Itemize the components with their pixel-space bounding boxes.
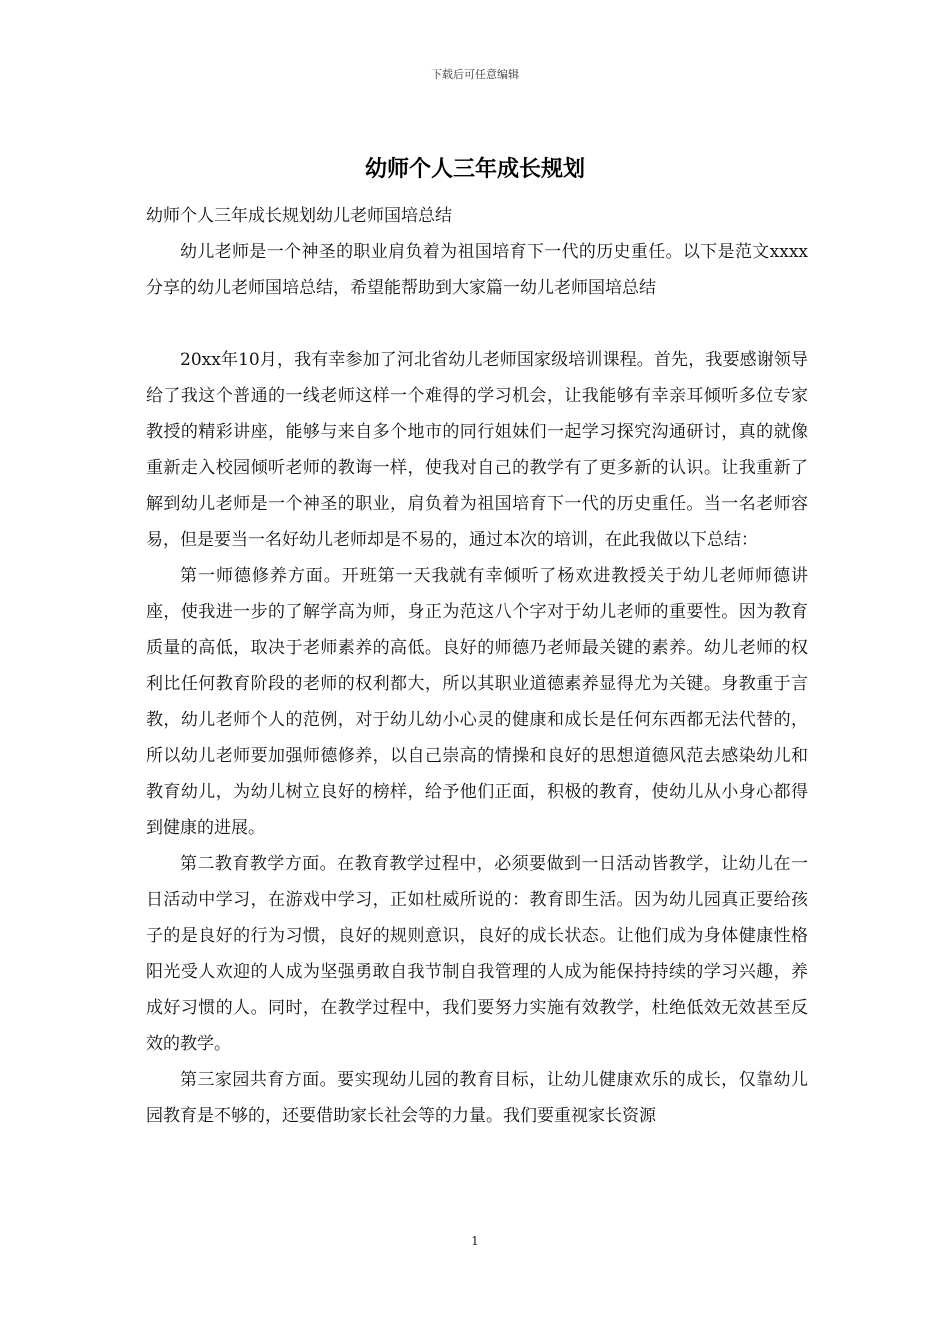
paragraph-teaching: 第二教育教学方面。在教育教学过程中，必须要做到一日活动皆教学，让幼儿在一日活动中学习，在游戏中学习，正如杜威所说的：教育即生活。因为幼儿园真正要给孩子的是良好的行为习惯，良好的规则意识，良好的成长状态。让他们成为身体健康性格阳光受人欢迎的人成为坚强勇敢自我节制自我管理的人成为能保持持续的学习兴趣，养成好习惯的人。同时，在教学过程中，我们要努力实施有效教学，杜绝低效无效甚至反效的教学。 [146,854,808,1054]
document-body [146,198,808,1134]
document-subtitle: 幼师个人三年成长规划幼儿老师国培总结 [146,206,452,226]
document-title: 幼师个人三年成长规划 [364,156,585,182]
header-note: 下载后可任意编辑 [431,68,519,81]
page-number: 1 [471,1234,479,1248]
paragraph-training: 20xx年10月，我有幸参加了河北省幼儿老师国家级培训课程。首先，我要感谢领导给了我这个普通的一线老师这样一个难得的学习机会，让我能够有幸亲耳倾听多位专家教授的精彩讲座，能够与来自多个地市的同行姐妹们一起学习探究沟通研讨，真的就像重新走入校园倾听老师的教诲一样，使我对自己的教学有了更多新的认识。让我重新了解到幼儿老师是一个神圣的职业，肩负着为祖国培育下一代的历史重任。当一名老师容易，但是要当一名好幼儿老师却是不易的，通过本次的培训，在此我做以下总结： [146,350,808,550]
paragraph-ethics: 第一师德修养方面。开班第一天我就有幸倾听了杨欢进教授关于幼儿老师师德讲座，使我进一步的了解学高为师，身正为范这八个字对于幼儿老师的重要性。因为教育质量的高低，取决于老师素养的高低。良好的师德乃老师最关键的素养。幼儿老师的权利比任何教育阶段的老师的权利都大，所以其职业道德素养显得尤为关键。身教重于言教，幼儿老师个人的范例，对于幼儿幼小心灵的健康和成长是任何东西都无法代替的，所以幼儿老师要加强师德修养，以自己崇高的情操和良好的思想道德风范去感染幼儿和教育幼儿，为幼儿树立良好的榜样，给予他们正面，积极的教育，使幼儿从小身心都得到健康的进展。 [146,566,808,838]
paragraph-intro: 幼儿老师是一个神圣的职业肩负着为祖国培育下一代的历史重任。以下是范文xxxx分享的幼儿老师国培总结，希望能帮助到大家篇一幼儿老师国培总结 [146,242,808,298]
paragraph-home-school: 第三家园共育方面。要实现幼儿园的教育目标，让幼儿健康欢乐的成长，仅靠幼儿园教育是不够的，还要借助家长社会等的力量。我们要重视家长资源 [146,1070,808,1126]
